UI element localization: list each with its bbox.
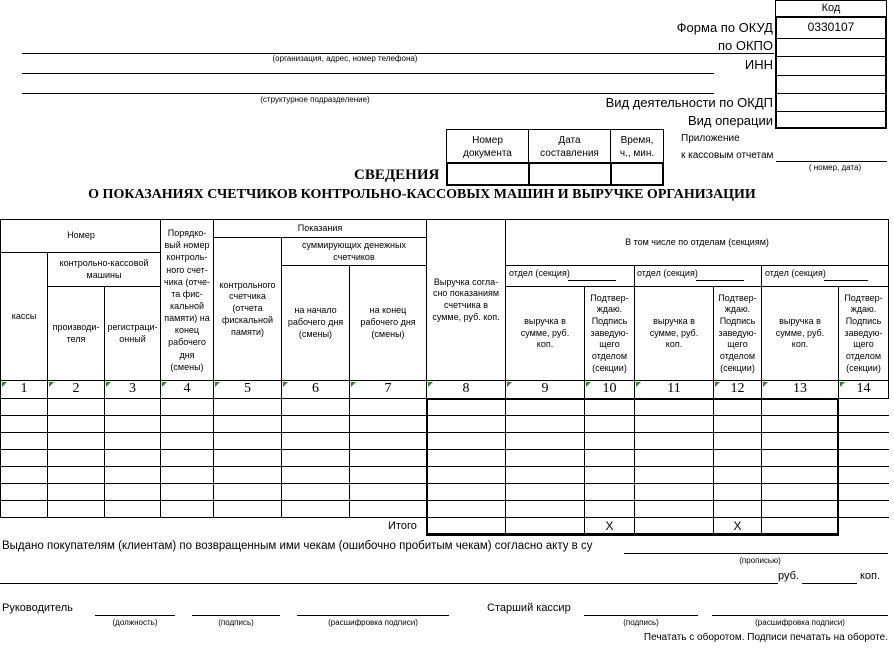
table-cell[interactable] (840, 451, 887, 465)
podpis-field[interactable] (192, 615, 280, 616)
table-cell[interactable] (428, 451, 504, 465)
th-konec: на конец рабочего дня (смены) (360, 305, 416, 339)
table-cell[interactable] (586, 434, 633, 448)
table-cell[interactable] (2, 400, 46, 414)
attachment-line[interactable] (776, 161, 887, 162)
vydano-text: Выдано покупателям (клиентам) по возвращенным ими чекам (ошибочно пробитым чекам) согласно акту в су (2, 540, 593, 552)
table-cell[interactable] (428, 400, 504, 414)
table-cell[interactable] (636, 434, 712, 448)
th-kontr: контрольного счетчика (отчета фискальной памяти) (219, 279, 276, 337)
table-cell[interactable] (162, 485, 212, 499)
table-cell[interactable] (351, 451, 425, 465)
th-poryad: Порядко-вый номер контроль-ного счет-чика (отче-та фис-кальной памяти) на конец рабочего дня (смены) (164, 228, 210, 372)
table-cell[interactable] (351, 400, 425, 414)
doc-date-header: Дата составления (540, 134, 599, 159)
doc-number-header: Номер документа (463, 134, 512, 159)
table-cell[interactable] (162, 468, 212, 482)
cell-marker-icon (2, 382, 7, 387)
th-podtv-3: Подтвер-ждаю. Подпись заведую-щего отделом (секции) (844, 292, 883, 373)
table-cell[interactable] (283, 400, 348, 414)
table-cell[interactable] (715, 451, 760, 465)
col-number-11: 11 (667, 381, 681, 397)
dolzhnost-field[interactable] (95, 615, 175, 616)
doc-time-header: Время, ч., мин. (619, 134, 655, 159)
th-otdel-2: отдел (секция) (637, 268, 698, 278)
table-cell[interactable] (840, 485, 887, 499)
doc-date-field[interactable] (531, 164, 609, 184)
cell-marker-icon (106, 382, 111, 387)
otdel-1-field[interactable] (568, 280, 616, 281)
table-cell[interactable] (215, 451, 280, 465)
table-cell[interactable] (215, 400, 280, 414)
title-line-2: О ПОКАЗАНИЯХ СЧЕТЧИКОВ КОНТРОЛЬНО-КАССОВЫХ МАШИН И ВЫРУЧКЕ ОРГАНИЗАЦИИ (88, 187, 756, 202)
cell-marker-icon (586, 382, 591, 387)
col-number-6: 6 (312, 381, 319, 397)
attachment-label: Приложение (681, 133, 740, 144)
table-cell[interactable] (49, 502, 103, 516)
cell-marker-icon (428, 382, 433, 387)
table-cell[interactable] (763, 502, 837, 516)
th-podtv-1: Подтвер-ждаю. Подпись заведую-щего отделом (секции) (590, 292, 629, 373)
rasshifrovka-caption: (расшифровка подписи) (328, 618, 418, 627)
code-box (775, 0, 887, 129)
hline (505, 265, 888, 266)
table-cell[interactable] (840, 400, 887, 414)
cell-marker-icon (636, 382, 641, 387)
table-cell[interactable] (586, 451, 633, 465)
podpis2-caption: (подпись) (623, 618, 659, 627)
table-cell[interactable] (428, 468, 504, 482)
table-cell[interactable] (586, 417, 633, 431)
table-cell[interactable] (49, 451, 103, 465)
rasshifrovka2-field[interactable] (712, 615, 888, 616)
table-cell[interactable] (106, 485, 159, 499)
cell-marker-icon (351, 382, 356, 387)
podpis2-field[interactable] (584, 615, 698, 616)
table-cell[interactable] (283, 451, 348, 465)
table-cell[interactable] (840, 468, 887, 482)
table-cell[interactable] (49, 434, 103, 448)
th-otdel-3: отдел (секция) (765, 268, 826, 278)
table-cell[interactable] (2, 417, 46, 431)
cell-marker-icon (49, 382, 54, 387)
col-number-2: 2 (72, 381, 80, 397)
table-cell[interactable] (162, 400, 212, 414)
print-note: Печатать с оборотом. Подписи печатать на обороте. (643, 632, 888, 643)
table-cell[interactable] (106, 417, 159, 431)
col-number-8: 8 (462, 381, 470, 397)
rasshifrovka-field[interactable] (297, 615, 449, 616)
kop-label: коп. (860, 570, 881, 582)
table-cell[interactable] (636, 485, 712, 499)
dolzhnost-caption: (должность) (112, 618, 158, 627)
table-cell[interactable] (636, 400, 712, 414)
col-number-13: 13 (793, 381, 807, 397)
table-cell[interactable] (215, 468, 280, 482)
table-cell[interactable] (763, 485, 837, 499)
table-cell[interactable] (840, 502, 887, 516)
cell-marker-icon (715, 382, 720, 387)
inn-value-field[interactable] (777, 57, 885, 74)
th-pokazaniya: Показания (297, 222, 343, 233)
th-viruchka: Выручка согла-сно показаниям счетчика в сумме, руб. коп. (432, 276, 500, 322)
table-cell[interactable] (636, 451, 712, 465)
table-cell[interactable] (2, 485, 46, 499)
cell-marker-icon (162, 382, 167, 387)
okpo-value-field[interactable] (777, 39, 885, 55)
col-number-14: 14 (856, 381, 871, 397)
table-cell[interactable] (507, 502, 583, 516)
table-cell[interactable] (351, 417, 425, 431)
title-line-1: СВЕДЕНИЯ (354, 167, 440, 183)
col-number-1: 1 (20, 381, 28, 397)
table-cell[interactable] (507, 485, 583, 499)
itogo-bottom (426, 535, 839, 536)
col-number-4: 4 (183, 381, 191, 397)
doc-number-field[interactable] (448, 164, 527, 184)
cell-marker-icon (507, 382, 512, 387)
itogo-x-12: Х (733, 518, 742, 533)
itogo-x-10: Х (605, 518, 614, 533)
table-cell[interactable] (586, 485, 633, 499)
otdel-2-field[interactable] (696, 280, 744, 281)
podpis-caption: (подпись) (218, 618, 254, 627)
table-cell[interactable] (507, 468, 583, 482)
table-cell[interactable] (586, 502, 633, 516)
operation-value-field[interactable] (777, 94, 885, 110)
table-cell[interactable] (162, 417, 212, 431)
table-cell[interactable] (507, 451, 583, 465)
table-cell[interactable] (715, 485, 760, 499)
table-cell[interactable] (106, 502, 159, 516)
table-cell[interactable] (2, 468, 46, 482)
cell-marker-icon (215, 382, 220, 387)
th-vir-summa-1: выручка в сумме, руб. коп. (520, 315, 570, 350)
col-number-12: 12 (730, 381, 745, 397)
table-cell[interactable] (283, 502, 348, 516)
table-cell[interactable] (49, 417, 103, 431)
table-cell[interactable] (586, 400, 633, 414)
cell-marker-icon (840, 382, 845, 387)
code-header: Код (821, 2, 841, 15)
table-cell[interactable] (215, 417, 280, 431)
organization-line-2[interactable] (22, 73, 714, 74)
rukovoditel-label: Руководитель (2, 602, 73, 614)
propis-caption: (прописью) (739, 556, 781, 565)
attachment-caption: ( номер, дата) (808, 163, 862, 172)
table-cell[interactable] (715, 434, 760, 448)
rub-label: руб. (778, 570, 799, 582)
table-cell[interactable] (162, 451, 212, 465)
th-reg: регистраци-онный (107, 321, 158, 344)
th-summir: суммирующих денежных счетчиков (302, 239, 406, 262)
table-cell[interactable] (428, 502, 504, 516)
operation-label: Вид операции (687, 113, 773, 128)
table-cell[interactable] (2, 434, 46, 448)
table-cell[interactable] (283, 417, 348, 431)
th-vir-summa-2: выручка в сумме, руб. коп. (649, 315, 699, 350)
table-cell[interactable] (106, 468, 159, 482)
table-cell[interactable] (49, 400, 103, 414)
table-cell[interactable] (49, 485, 103, 499)
table-cell[interactable] (507, 400, 583, 414)
department-line[interactable] (22, 93, 714, 94)
table-cell[interactable] (507, 417, 583, 431)
rasshifrovka2-caption: (расшифровка подписи) (755, 618, 845, 627)
table-cell[interactable] (106, 434, 159, 448)
table-cell[interactable] (283, 468, 348, 482)
doc-time-field[interactable] (613, 164, 662, 184)
th-nomer: Номер (67, 230, 95, 241)
table-cell[interactable] (283, 485, 348, 499)
table-cell[interactable] (636, 468, 712, 482)
department-caption: (структурное подразделение) (260, 95, 370, 104)
table-cell[interactable] (428, 434, 504, 448)
table-cell[interactable] (215, 502, 280, 516)
th-nachalo: на начало рабочего дня (смены) (287, 305, 344, 339)
th-otdel-1: отдел (секция) (509, 268, 570, 278)
cell-marker-icon (763, 382, 768, 387)
table-cell[interactable] (215, 485, 280, 499)
table-cell[interactable] (351, 434, 425, 448)
col-number-9: 9 (541, 381, 549, 397)
th-kassy: кассы (11, 310, 37, 321)
table-cell[interactable] (763, 434, 837, 448)
table-cell[interactable] (715, 502, 760, 516)
col-number-3: 3 (129, 381, 136, 397)
table-cell[interactable] (840, 434, 887, 448)
table-cell[interactable] (636, 502, 712, 516)
kop-field[interactable] (802, 583, 857, 584)
table-cell[interactable] (763, 417, 837, 431)
starshiy-label: Старший кассир (487, 602, 571, 614)
col-number-7: 7 (384, 381, 392, 397)
table-cell[interactable] (2, 502, 46, 516)
vydano-line-2[interactable] (0, 583, 778, 584)
table-cell[interactable] (428, 417, 504, 431)
table-cell[interactable] (106, 400, 159, 414)
table-cell[interactable] (763, 400, 837, 414)
organization-caption: (организация, адрес, номер телефона) (272, 54, 418, 63)
itogo-label: Итого (388, 520, 417, 532)
table-cell[interactable] (351, 468, 425, 482)
col-number-10: 10 (602, 381, 617, 397)
th-podtv-2: Подтвер-ждаю. Подпись заведую-щего отделом (секции) (718, 292, 757, 373)
table-cell[interactable] (840, 417, 887, 431)
vydano-line[interactable] (624, 553, 888, 554)
table-cell[interactable] (715, 417, 760, 431)
table-cell[interactable] (49, 468, 103, 482)
table-cell[interactable] (162, 502, 212, 516)
table-cell[interactable] (715, 400, 760, 414)
th-kkm: контрольно-кассовой машины (59, 257, 149, 280)
table-cell[interactable] (507, 434, 583, 448)
attachment-label-2: к кассовым отчетам (681, 150, 774, 161)
okdp-value-field[interactable] (777, 76, 885, 92)
okpo-label: по ОКПО (717, 38, 773, 53)
otdel-3-field[interactable] (824, 280, 868, 281)
okud-label: Форма по ОКУД (676, 20, 773, 35)
col-number-5: 5 (244, 381, 251, 397)
table-cell[interactable] (763, 468, 837, 482)
table-cell[interactable] (636, 417, 712, 431)
table-cell[interactable] (715, 468, 760, 482)
table-cell[interactable] (162, 434, 212, 448)
th-proizv: производи-теля (52, 321, 100, 344)
table-cell[interactable] (215, 434, 280, 448)
table-cell[interactable] (763, 451, 837, 465)
okud-value[interactable]: 0330107 (807, 19, 855, 34)
table-cell[interactable] (351, 502, 425, 516)
table-cell[interactable] (586, 468, 633, 482)
inn-label: ИНН (744, 57, 773, 72)
table-cell[interactable] (428, 485, 504, 499)
vline (888, 219, 889, 398)
th-v-tom-chisle: В том числе по отделам (секциям) (625, 236, 769, 247)
cell-marker-icon (283, 382, 288, 387)
table-cell[interactable] (283, 434, 348, 448)
th-vir-summa-3: выручка в сумме, руб. коп. (775, 315, 825, 350)
table-cell[interactable] (351, 485, 425, 499)
table-cell[interactable] (106, 451, 159, 465)
okdp-label: Вид деятельности по ОКДП (605, 95, 773, 110)
table-cell[interactable] (2, 451, 46, 465)
